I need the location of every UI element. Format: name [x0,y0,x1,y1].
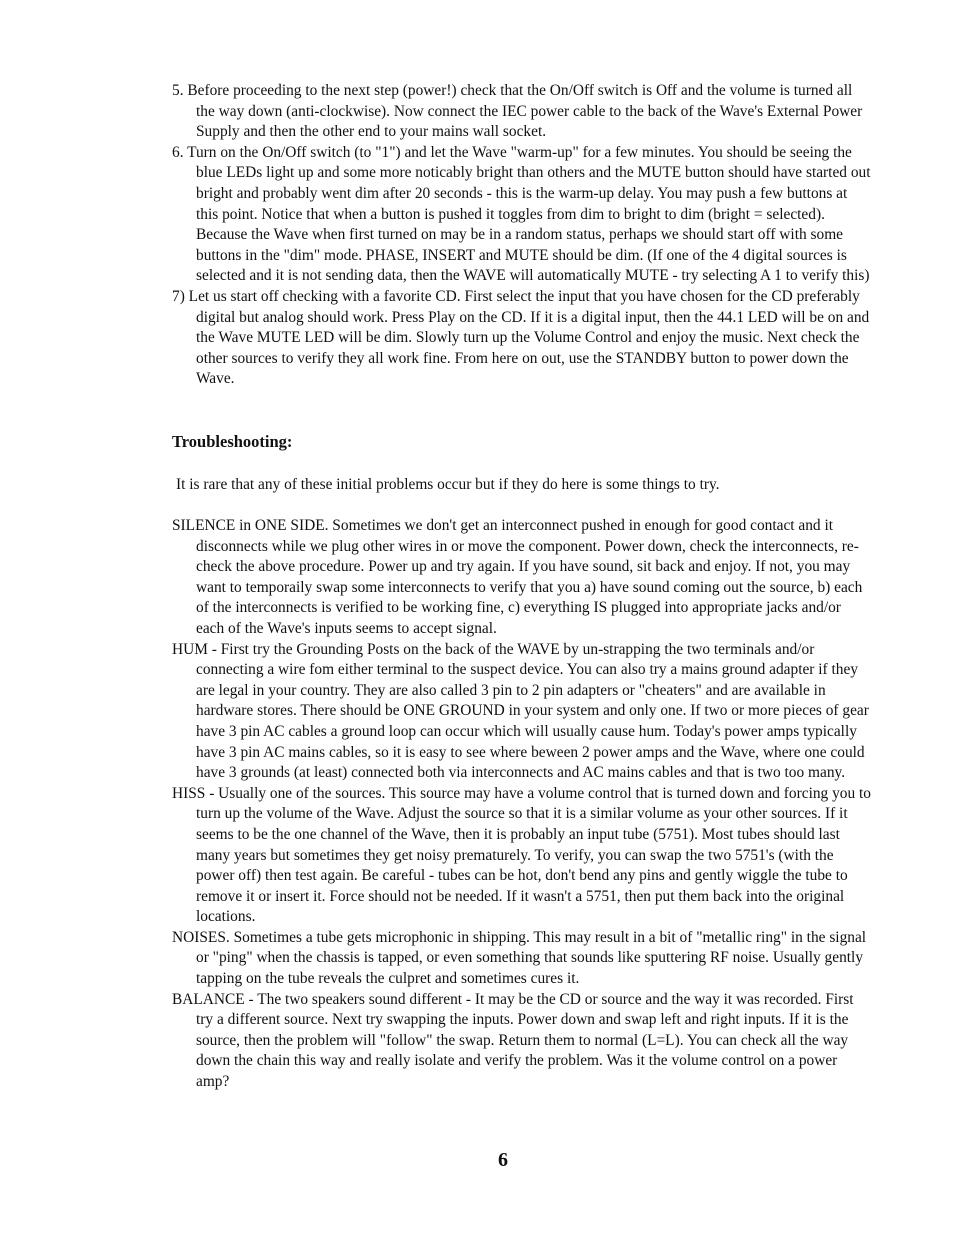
trouble-silence: SILENCE in ONE SIDE. Sometimes we don't get an interconnect pushed in enough for good contact and it disconnects while we plug other wires in or move the component. Power down, check the interconnects, re-check the above procedure. Power up and try again. If you have sound, sit back and enjoy. If not, you may want to temporaily swap some interconnects to verify that you a) have sound coming out the source, b) each of the interconnects is verified to be working fine, c) everything IS plugged into appropriate jacks and/or each of the Wave's inputs seems to accept signal. [172,517,863,637]
step-7: 7) Let us start off checking with a favorite CD. First select the input that you have chosen for the CD preferably digital but analog should work. Press Play on the CD. If it is a digital input, then the 44.1 LED will be on and the Wave MUTE LED will be dim. Slowly turn up the Volume Control and enjoy the music. Next check the other sources to verify they all work fine. From here on out, use the STANDBY button to power down the Wave. [172,287,870,388]
troubleshooting-heading: Troubleshooting: [172,432,293,451]
trouble-balance: BALANCE - The two speakers sound different - It may be the CD or source and the way it was recorded. First try a different source. Next try swapping the inputs. Power down and swap left and right inputs. If it is the source, then the problem will "follow" the swap. Return them to normal (L=L). You can check all the way down the chain this way and really isolate and verify the problem. Was it the volume control on a power amp? [172,990,854,1091]
step-5: 5. Before proceeding to the next step (power!) check that the On/Off switch is Off and the volume is turned all the way down (anti-clockwise). Now connect the IEC power cable to the back of the Wave's External Power Supply and then the other end to your mains wall socket. [172,82,863,141]
step-6: 6. Turn on the On/Off switch (to "1") and let the Wave "warm-up" for a few minutes. You should be seeing the blue LEDs light up and some more noticably bright than others and the MUTE button should have started out bright and probably went dim after 20 seconds - this is the warm-up delay. You may push a few buttons at this point. Notice that when a button is pushed it toggles from dim to bright to dim (bright = selected). Because the Wave when first turned on may be in a random status, perhaps we should start off with some buttons in the "dim" mode. PHASE, INSERT and MUTE should be dim. (If one of the 4 digital sources is selected and it is not sending data, then the WAVE will automatically MUTE - try selecting A 1 to verify this) [172,143,871,285]
troubleshooting-items [172,516,872,1093]
troubleshooting-intro: It is rare that any of these initial problems occur but if they do here is some things to try. [176,476,720,493]
trouble-hiss: HISS - Usually one of the sources. This source may have a volume control that is turned down and forcing you to turn up the volume of the Wave. Adjust the source so that it is a similar volume as your other sources. If it seems to be the one channel of the Wave, then it is probably an input tube (5751). Most tubes should last many years but sometimes they get noisy prematurely. To verify, you can swap the two 5751's (with the power off) then test again. Be careful - tubes can be hot, don't bend any pins and gently wiggle the tube to remove it or insert it. Force should not be needed. If it wasn't a 5751, then put them back into the original locations. [172,784,871,926]
page-number: 6 [498,1149,508,1171]
setup-steps [172,81,872,390]
trouble-hum: HUM - First try the Grounding Posts on the back of the WAVE by un-strapping the two terminals and/or connecting a wire fom either terminal to the suspect device. You can also try a mains ground adapter if they are legal in your country. They are also called 3 pin to 2 pin adapters or "cheaters" and are available in hardware stores. There should be ONE GROUND in your system and only one. If two or more pieces of gear have 3 pin AC cables a ground loop can occur which will usually cause hum. Today's power amps typically have 3 pin AC mains cables, so it is easy to see where beween 2 power amps and the Wave, where one could have 3 grounds (at least) connected both via interconnects and AC mains cables and that is two too many. [172,640,869,782]
trouble-noises: NOISES. Sometimes a tube gets microphonic in shipping. This may result in a bit of "metallic ring" in the signal or "ping" when the chassis is tapped, or even something that sounds like sputtering RF noise. Usually gently tapping on the tube reveals the culpret and sometimes cures it. [172,928,867,988]
